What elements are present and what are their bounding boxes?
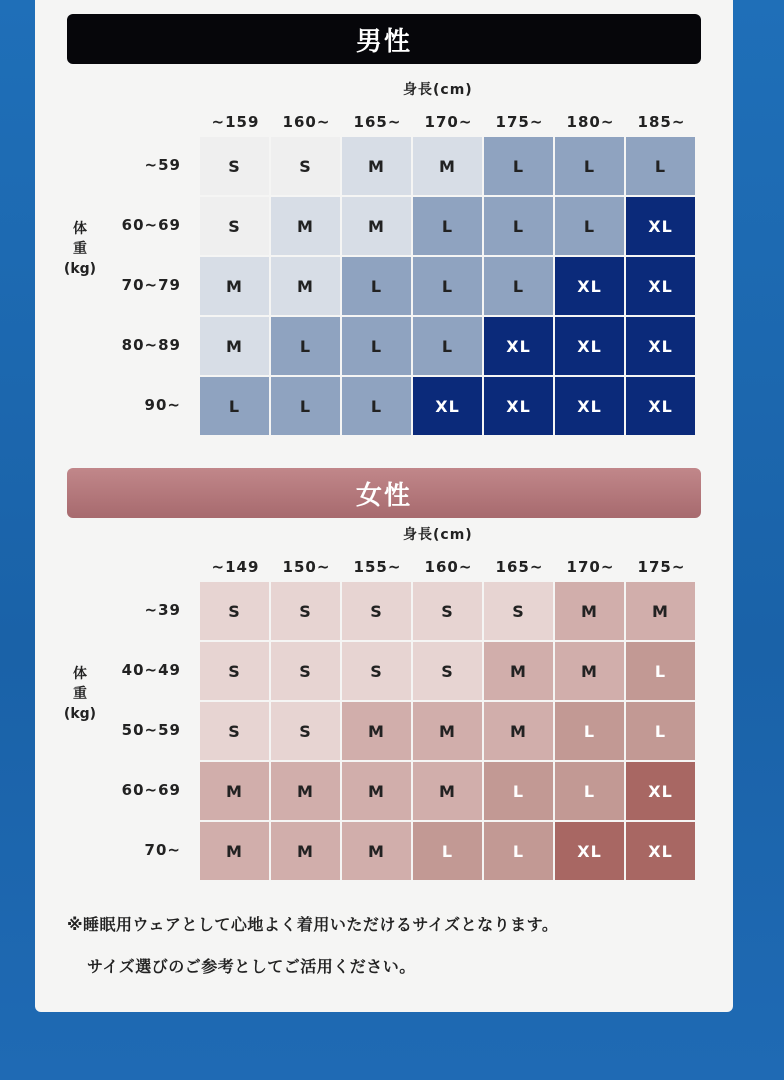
- women-weight-label: 70~: [144, 841, 181, 859]
- women-size-cell: S: [271, 702, 340, 760]
- men-size-cell: XL: [555, 377, 624, 435]
- women-weight-label: 60~69: [121, 781, 181, 799]
- men-size-cell: XL: [555, 257, 624, 315]
- men-size-cell: L: [484, 137, 553, 195]
- women-size-cell: M: [413, 762, 482, 820]
- men-size-cell: M: [342, 197, 411, 255]
- men-size-cell: L: [200, 377, 269, 435]
- men-size-cell: L: [342, 257, 411, 315]
- weight-axis-char-2: 重: [73, 241, 87, 257]
- men-size-cell: S: [200, 137, 269, 195]
- men-height-label: 185~: [637, 113, 686, 131]
- women-size-cell: S: [413, 642, 482, 700]
- women-size-cell: M: [484, 702, 553, 760]
- women-size-cell: L: [413, 822, 482, 880]
- men-size-cell: L: [484, 197, 553, 255]
- men-size-cell: L: [413, 257, 482, 315]
- women-height-axis-title: 身長(cm): [403, 527, 473, 543]
- men-weight-label: ~59: [144, 156, 181, 174]
- men-size-cell: S: [271, 137, 340, 195]
- men-height-label: ~159: [211, 113, 260, 131]
- weight-axis-unit: (kg): [63, 261, 97, 277]
- women-size-cell: XL: [626, 762, 695, 820]
- women-height-label: 165~: [495, 558, 544, 576]
- men-size-cell: XL: [626, 257, 695, 315]
- men-size-cell: M: [200, 317, 269, 375]
- women-height-label: 170~: [566, 558, 615, 576]
- men-weight-axis-title: [53, 219, 107, 279]
- women-size-cell: S: [484, 582, 553, 640]
- men-size-cell: L: [271, 377, 340, 435]
- weight-axis-char-1: 体: [73, 666, 87, 682]
- men-size-cell: L: [626, 137, 695, 195]
- men-size-cell: XL: [626, 317, 695, 375]
- men-size-cell: XL: [484, 377, 553, 435]
- men-height-axis-title: 身長(cm): [403, 82, 473, 98]
- women-size-cell: M: [555, 582, 624, 640]
- women-size-cell: M: [342, 702, 411, 760]
- women-weight-label: 40~49: [121, 661, 181, 679]
- women-size-cell: L: [484, 822, 553, 880]
- women-size-cell: L: [555, 762, 624, 820]
- women-size-cell: L: [555, 702, 624, 760]
- size-chart-card: [35, 0, 733, 1012]
- men-size-cell: L: [413, 317, 482, 375]
- men-size-cell: S: [200, 197, 269, 255]
- women-size-cell: M: [200, 762, 269, 820]
- men-weight-label: 80~89: [121, 336, 181, 354]
- men-height-label: 160~: [282, 113, 331, 131]
- men-size-cell: XL: [484, 317, 553, 375]
- note-line-1: ※睡眠用ウェアとして心地よく着用いただけるサイズとなります。: [67, 915, 559, 934]
- women-height-label: 155~: [353, 558, 402, 576]
- women-height-label: ~149: [211, 558, 260, 576]
- women-section-banner: [67, 468, 701, 518]
- women-height-label: 160~: [424, 558, 473, 576]
- men-height-label: 180~: [566, 113, 615, 131]
- men-size-cell: XL: [626, 377, 695, 435]
- women-size-cell: S: [413, 582, 482, 640]
- men-section-title: 男性: [355, 26, 412, 57]
- men-height-label: 165~: [353, 113, 402, 131]
- men-size-cell: XL: [413, 377, 482, 435]
- women-size-cell: M: [555, 642, 624, 700]
- men-weight-label: 90~: [144, 396, 181, 414]
- women-weight-axis-title: [53, 664, 107, 724]
- men-weight-label: 60~69: [121, 216, 181, 234]
- men-size-cell: XL: [555, 317, 624, 375]
- weight-axis-char-2: 重: [73, 686, 87, 702]
- note-line-2: サイズ選びのご参考としてご活用ください。: [87, 957, 416, 976]
- women-size-cell: L: [626, 642, 695, 700]
- men-size-cell: L: [342, 317, 411, 375]
- women-size-cell: S: [200, 642, 269, 700]
- men-size-cell: L: [413, 197, 482, 255]
- men-weight-label: 70~79: [121, 276, 181, 294]
- women-size-cell: S: [200, 582, 269, 640]
- women-size-cell: S: [271, 642, 340, 700]
- women-size-cell: S: [342, 582, 411, 640]
- women-weight-label: 50~59: [121, 721, 181, 739]
- weight-axis-char-1: 体: [73, 221, 87, 237]
- men-size-cell: L: [555, 197, 624, 255]
- men-size-cell: L: [342, 377, 411, 435]
- women-size-cell: M: [484, 642, 553, 700]
- women-size-cell: XL: [626, 822, 695, 880]
- men-height-label: 170~: [424, 113, 473, 131]
- women-size-cell: S: [342, 642, 411, 700]
- women-size-cell: M: [271, 762, 340, 820]
- women-section-title: 女性: [355, 480, 412, 511]
- women-size-cell: M: [342, 822, 411, 880]
- women-size-cell: XL: [555, 822, 624, 880]
- women-size-cell: L: [626, 702, 695, 760]
- women-height-label: 175~: [637, 558, 686, 576]
- men-size-cell: L: [271, 317, 340, 375]
- men-size-cell: L: [555, 137, 624, 195]
- women-size-cell: S: [200, 702, 269, 760]
- men-size-cell: M: [271, 197, 340, 255]
- women-height-label: 150~: [282, 558, 331, 576]
- weight-axis-unit: (kg): [63, 706, 97, 722]
- women-size-cell: M: [413, 702, 482, 760]
- women-size-cell: M: [342, 762, 411, 820]
- men-size-cell: M: [342, 137, 411, 195]
- men-size-cell: M: [271, 257, 340, 315]
- men-size-cell: M: [200, 257, 269, 315]
- men-height-label: 175~: [495, 113, 544, 131]
- men-size-cell: XL: [626, 197, 695, 255]
- women-size-cell: M: [626, 582, 695, 640]
- women-size-cell: L: [484, 762, 553, 820]
- women-size-cell: M: [271, 822, 340, 880]
- men-size-cell: M: [413, 137, 482, 195]
- women-weight-label: ~39: [144, 601, 181, 619]
- women-size-cell: M: [200, 822, 269, 880]
- women-size-cell: S: [271, 582, 340, 640]
- men-size-cell: L: [484, 257, 553, 315]
- men-section-banner: [67, 14, 701, 64]
